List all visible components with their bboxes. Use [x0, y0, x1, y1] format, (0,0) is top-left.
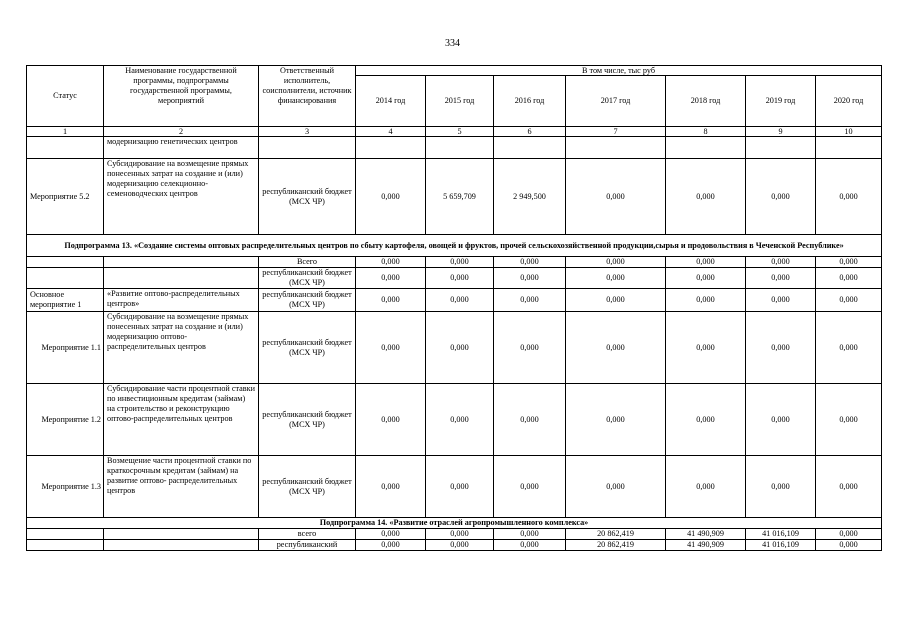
- status-cell: Мероприятие 1.1: [27, 312, 104, 384]
- value-cell: 0,000: [746, 159, 816, 235]
- value-cell: 0,000: [816, 268, 882, 289]
- subprogram-13-title: Подпрограмма 13. «Создание системы оптовых распределительных центров по сбыту картофеля, овощей и фруктов, прочей сельскохозяйственной продукции,сырья и продовольствия в Чеченской Республике»: [27, 235, 882, 257]
- value-cell: 0,000: [426, 257, 494, 268]
- value-cell: 0,000: [566, 384, 666, 456]
- value-cell: 0,000: [816, 257, 882, 268]
- column-number: 3: [259, 127, 356, 137]
- value-cell: 0,000: [746, 312, 816, 384]
- section-row: [27, 235, 882, 257]
- value-cell: 41 016,109: [746, 540, 816, 551]
- year-header: 2020 год: [816, 76, 882, 127]
- header-row: [27, 66, 882, 76]
- value-cell: 0,000: [816, 540, 882, 551]
- value-cell: 0,000: [816, 456, 882, 518]
- value-cell: 0,000: [746, 268, 816, 289]
- table-row: [27, 257, 882, 268]
- source-cell: [259, 137, 356, 159]
- year-header: 2016 год: [494, 76, 566, 127]
- budget-table: [26, 65, 882, 551]
- source-cell: республиканский бюджет (МСХ ЧР): [259, 268, 356, 289]
- name-cell: Субсидирование на возмещение прямых понесенных затрат на создание и (или) модернизацию оптово-распределительных центров: [104, 312, 259, 384]
- value-cell: 0,000: [356, 257, 426, 268]
- value-cell: 0,000: [426, 456, 494, 518]
- section-row: [27, 518, 882, 529]
- table-row: [27, 268, 882, 289]
- column-numbers-row: [27, 127, 882, 137]
- value-cell: 0,000: [356, 312, 426, 384]
- year-header: 2019 год: [746, 76, 816, 127]
- column-number: 7: [566, 127, 666, 137]
- value-cell: 0,000: [494, 540, 566, 551]
- value-cell: 0,000: [494, 529, 566, 540]
- column-number: 4: [356, 127, 426, 137]
- value-cell: 0,000: [566, 312, 666, 384]
- table-row: [27, 529, 882, 540]
- column-number: 9: [746, 127, 816, 137]
- value-cell: 0,000: [816, 529, 882, 540]
- column-number: 1: [27, 127, 104, 137]
- column-number: 6: [494, 127, 566, 137]
- value-cell: 0,000: [666, 268, 746, 289]
- value-cell: 0,000: [566, 159, 666, 235]
- value-cell: 0,000: [666, 384, 746, 456]
- column-number: 5: [426, 127, 494, 137]
- status-cell: Мероприятие 5.2: [27, 159, 104, 235]
- source-cell: республиканский бюджет (МСХ ЧР): [259, 312, 356, 384]
- column-number: 10: [816, 127, 882, 137]
- value-cell: 0,000: [494, 312, 566, 384]
- value-cell: 0,000: [566, 289, 666, 312]
- year-header: 2017 год: [566, 76, 666, 127]
- value-cell: 2 949,500: [494, 159, 566, 235]
- value-cell: 0,000: [356, 540, 426, 551]
- table-row: [27, 289, 882, 312]
- name-cell: Субсидирование на возмещение прямых понесенных затрат на создание и (или) модернизацию селекционно-семеноводческих центров: [104, 159, 259, 235]
- value-cell: 0,000: [426, 268, 494, 289]
- source-cell: республиканский: [259, 540, 356, 551]
- value-cell: 0,000: [666, 456, 746, 518]
- source-cell: республиканский бюджет (МСХ ЧР): [259, 159, 356, 235]
- value-cell: 0,000: [426, 384, 494, 456]
- value-cell: 0,000: [816, 384, 882, 456]
- value-cell: 0,000: [426, 312, 494, 384]
- incl-header: В том числе, тыс руб: [356, 66, 882, 76]
- value-cell: 0,000: [746, 289, 816, 312]
- value-cell: 0,000: [426, 289, 494, 312]
- table-row: [27, 384, 882, 456]
- value-cell: 0,000: [816, 289, 882, 312]
- source-cell: республиканский бюджет (МСХ ЧР): [259, 384, 356, 456]
- value-cell: 0,000: [746, 257, 816, 268]
- subprogram-14-title: Подпрограмма 14. «Развитие отраслей агропромышленного комплекса»: [27, 518, 882, 529]
- value-cell: 0,000: [494, 268, 566, 289]
- col-status-header: Статус: [27, 66, 104, 127]
- status-cell: Мероприятие 1.3: [27, 456, 104, 518]
- col-responsible-header: Ответственный исполнитель, соисполнители, источник финансирования: [259, 66, 356, 127]
- value-cell: 41 016,109: [746, 529, 816, 540]
- value-cell: 41 490,909: [666, 540, 746, 551]
- value-cell: 20 862,419: [566, 540, 666, 551]
- table-row: [27, 137, 882, 159]
- table-row: [27, 456, 882, 518]
- name-cell: Субсидирование части процентной ставки по инвестиционным кредитам (займам) на строительство и реконструкцию оптово-распределительных центров: [104, 384, 259, 456]
- source-cell: Всего: [259, 257, 356, 268]
- value-cell: 0,000: [494, 257, 566, 268]
- value-cell: 0,000: [566, 257, 666, 268]
- value-cell: 0,000: [494, 384, 566, 456]
- value-cell: 0,000: [356, 384, 426, 456]
- column-number: 2: [104, 127, 259, 137]
- name-cell: «Развитие оптово-распределительных центров»: [104, 289, 259, 312]
- col-name-header: Наименование государственной программы, подпрограммы государственной программы, мероприятий: [104, 66, 259, 127]
- status-cell: Основное мероприятие 1: [27, 289, 104, 312]
- value-cell: 0,000: [746, 384, 816, 456]
- value-cell: 0,000: [356, 456, 426, 518]
- page-number: 334: [445, 38, 460, 49]
- column-number: 8: [666, 127, 746, 137]
- value-cell: 0,000: [494, 289, 566, 312]
- name-cell: модернизацию генетических центров: [104, 137, 259, 159]
- value-cell: 5 659,709: [426, 159, 494, 235]
- value-cell: 0,000: [566, 268, 666, 289]
- value-cell: 0,000: [666, 312, 746, 384]
- value-cell: 0,000: [494, 456, 566, 518]
- value-cell: 0,000: [666, 159, 746, 235]
- table-row: [27, 159, 882, 235]
- name-cell: Возмещение части процентной ставки по краткосрочным кредитам (займам) на развитие оптово- распределительных центров: [104, 456, 259, 518]
- value-cell: 0,000: [426, 529, 494, 540]
- value-cell: 0,000: [356, 159, 426, 235]
- source-cell: республиканский бюджет (МСХ ЧР): [259, 456, 356, 518]
- value-cell: 0,000: [356, 529, 426, 540]
- value-cell: 0,000: [566, 456, 666, 518]
- table-row: [27, 312, 882, 384]
- year-header: 2018 год: [666, 76, 746, 127]
- source-cell: всего: [259, 529, 356, 540]
- status-cell: [27, 137, 104, 159]
- value-cell: 0,000: [356, 289, 426, 312]
- value-cell: 0,000: [666, 257, 746, 268]
- year-header: 2015 год: [426, 76, 494, 127]
- value-cell: 0,000: [356, 268, 426, 289]
- year-header: 2014 год: [356, 76, 426, 127]
- value-cell: 0,000: [746, 456, 816, 518]
- source-cell: республиканский бюджет (МСХ ЧР): [259, 289, 356, 312]
- table-row: [27, 540, 882, 551]
- value-cell: 0,000: [426, 540, 494, 551]
- value-cell: 0,000: [666, 289, 746, 312]
- value-cell: 0,000: [816, 159, 882, 235]
- value-cell: 41 490,909: [666, 529, 746, 540]
- value-cell: 0,000: [816, 312, 882, 384]
- status-cell: Мероприятие 1.2: [27, 384, 104, 456]
- value-cell: 20 862,419: [566, 529, 666, 540]
